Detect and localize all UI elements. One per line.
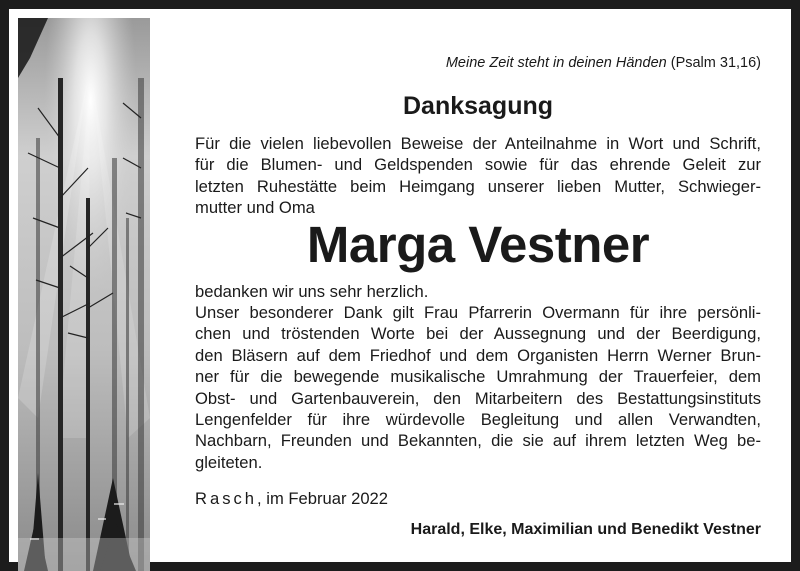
place-name: Rasch xyxy=(195,489,258,508)
place-date xyxy=(195,489,388,509)
special-thanks-line: Obst- und Gartenbauverein, den Mitarbeitern des Bestattungsinstituts xyxy=(195,388,761,408)
special-thanks-line: Lengenfelder für ihre würdevolle Begleitung und allen Verwandten, xyxy=(195,410,761,430)
deceased-name: Marga Vestner xyxy=(306,216,650,273)
special-thanks-paragraph xyxy=(195,302,761,473)
special-thanks-line: Nachbarn, Freunden und Bekannten, die sie auf ihrem letzten Weg be- xyxy=(195,431,761,451)
special-thanks-line: gleiteten. xyxy=(195,452,263,472)
intro-line: für die Blumen- und Geldspenden sowie für das ehrende Geleit zur xyxy=(195,155,761,175)
thanks-text: bedanken wir uns sehr herzlich. xyxy=(195,282,429,301)
intro-paragraph xyxy=(195,133,761,219)
intro-line: Für die vielen liebevollen Beweise der Anteilnahme in Wort und Schrift, xyxy=(195,134,761,153)
date-text: , im Februar 2022 xyxy=(257,489,389,508)
psalm-motto xyxy=(446,55,761,71)
misty-forest-photo xyxy=(18,18,150,571)
special-thanks-line: den Bläsern auf dem Friedhof und dem Organisten Herrn Werner Brun- xyxy=(195,345,761,365)
page-title: Danksagung xyxy=(402,92,554,120)
forest-photo xyxy=(18,18,150,571)
special-thanks-line: chen und tröstenden Worte bei der Aussegnung und der Beerdigung, xyxy=(195,324,761,344)
special-thanks-line: Unser besonderer Dank gilt Frau Pfarrerin Overmann für ihre persönli- xyxy=(195,303,761,322)
intro-line: mutter und Oma xyxy=(195,198,315,218)
psalm-verse: Meine Zeit steht in deinen Händen xyxy=(445,55,667,71)
signatories: Harald, Elke, Maximilian und Benedikt Vestner xyxy=(410,521,761,538)
thanks-line xyxy=(195,281,761,302)
special-thanks-line: ner für die bewegende musikalische Umrahmung der Trauerfeier, dem xyxy=(195,367,761,387)
psalm-reference: (Psalm 31,16) xyxy=(670,55,761,71)
intro-line: letzten Ruhestätte beim Heimgang unserer lieben Mutter, Schwieger- xyxy=(195,176,761,196)
